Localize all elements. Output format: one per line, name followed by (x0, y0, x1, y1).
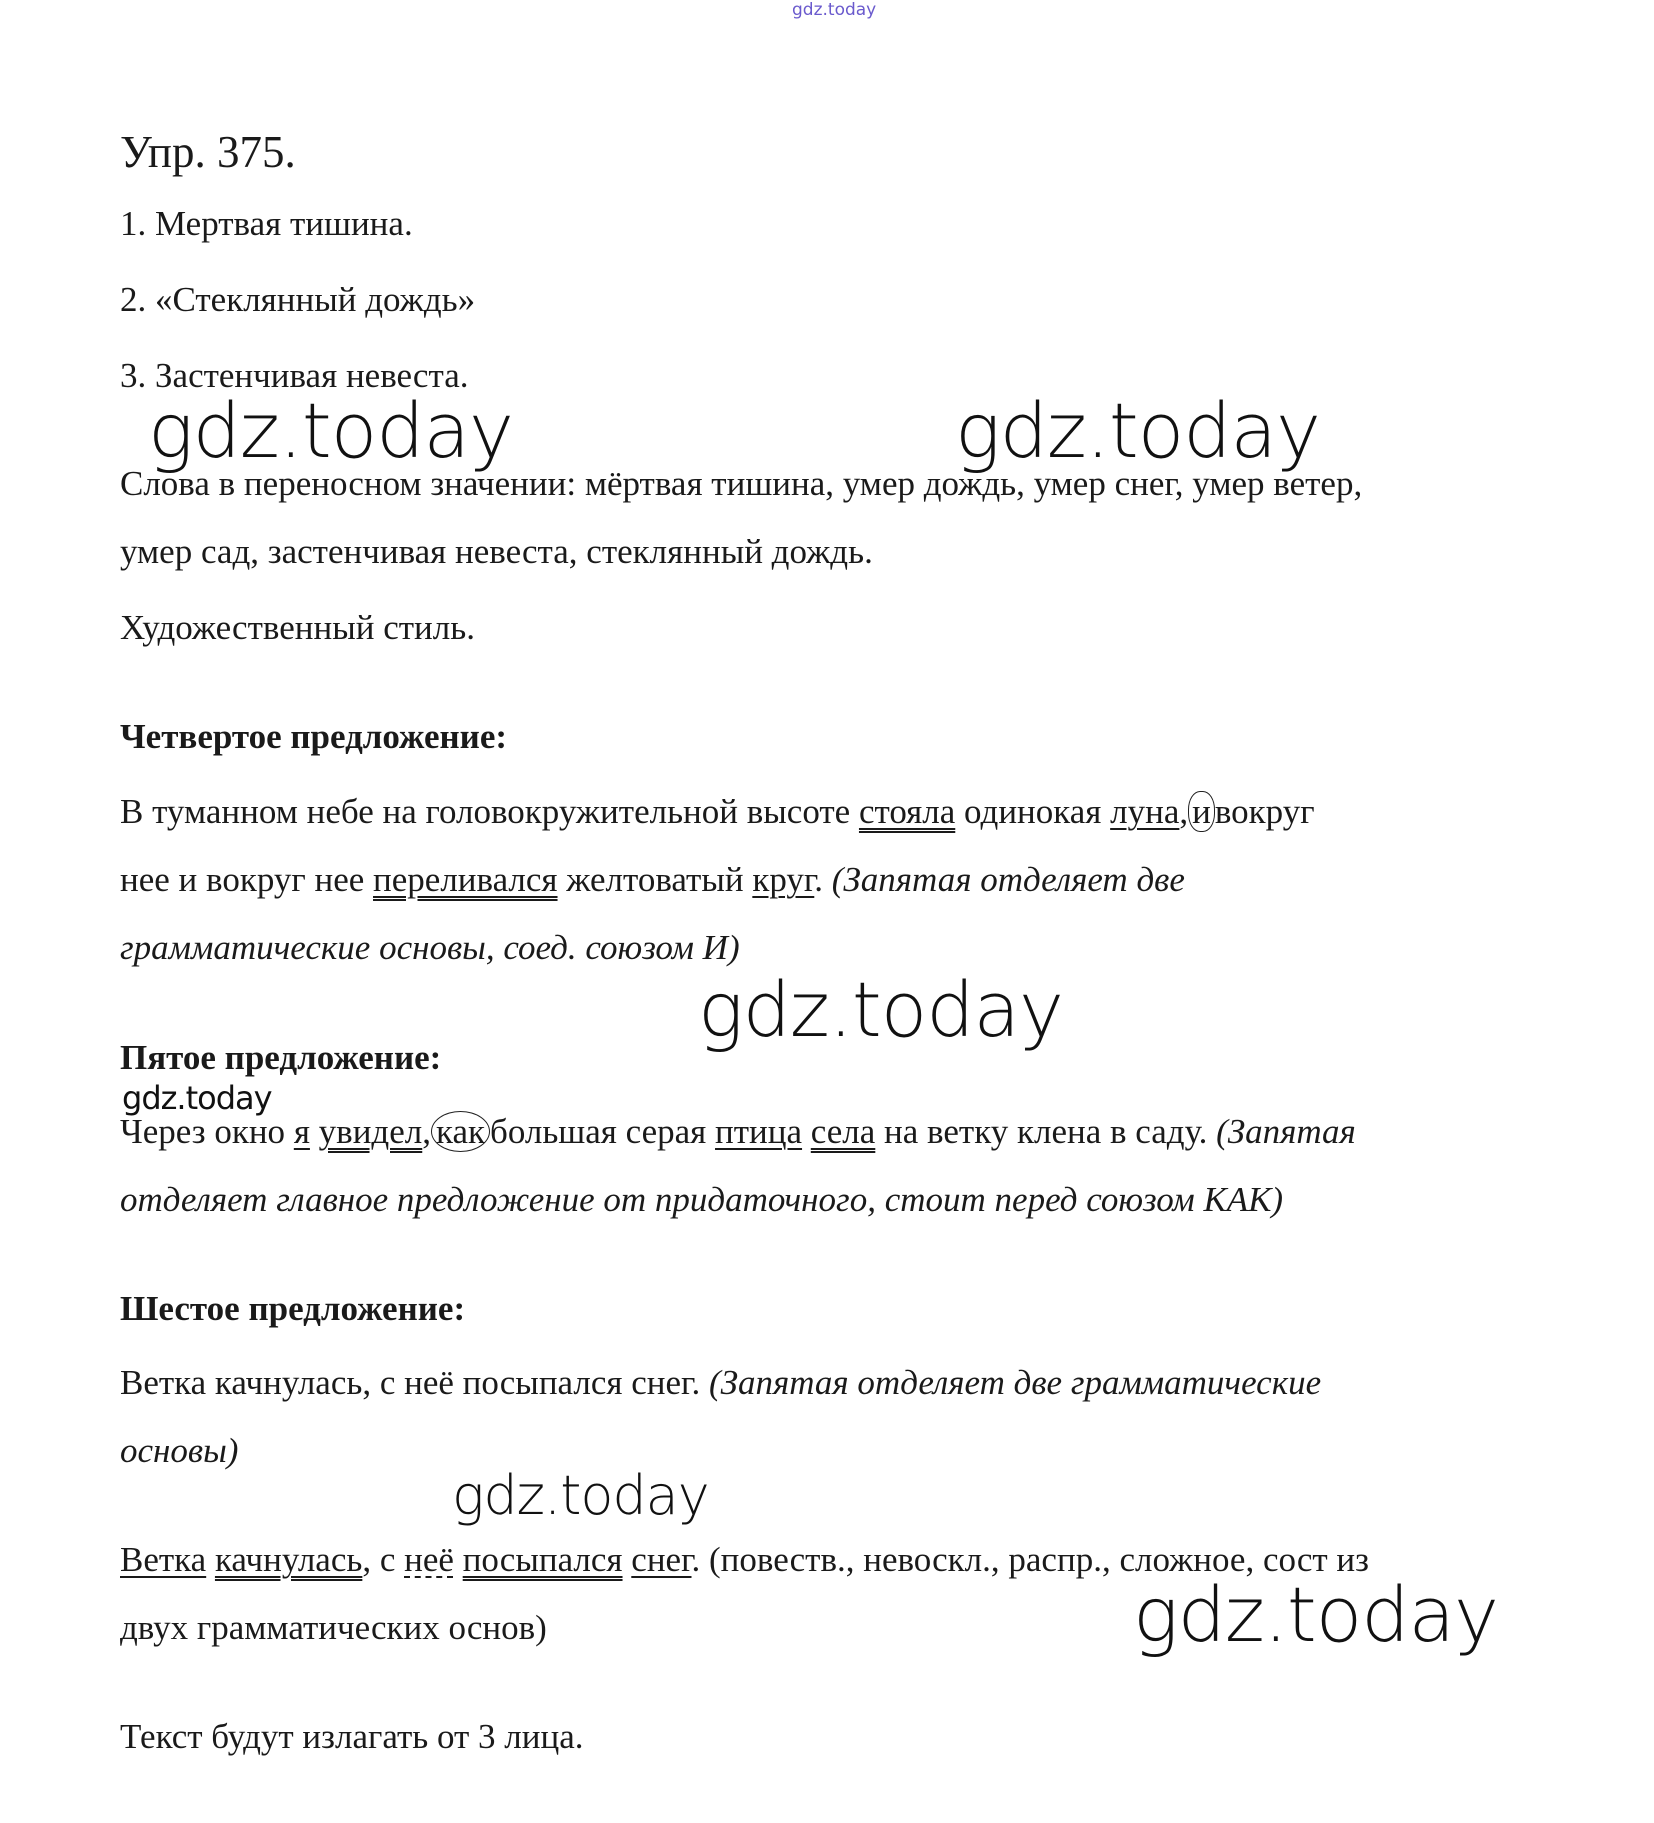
s4-text-5: желтоватый (557, 860, 753, 899)
title-option-1: 1. Мертвая тишина. (120, 204, 413, 243)
sentence4-comment-2: грамматические основы, соед. союзом И) (120, 928, 740, 967)
s4-text-2: одинокая (955, 792, 1111, 831)
watermark-4: gdz.today (122, 1079, 272, 1117)
s6-comment-1: (Запятая отделяет две грамматические (708, 1363, 1322, 1402)
s6-subject-1: Ветка (120, 1540, 207, 1579)
sentence6-comment-2: основы) (120, 1431, 239, 1470)
s5-comment-1: (Запятая (1216, 1112, 1356, 1151)
sentence6-analysis-line-2: двух грамматических основ) (120, 1608, 547, 1647)
s4-predicate-1: стояла (858, 792, 956, 831)
sentence6-line-1 (120, 1362, 1321, 1404)
s6-analysis-1: . (повеств., невоскл., распр., сложное, сост из (691, 1540, 1369, 1579)
s4-conjunction-circled: и (1188, 791, 1215, 832)
conclusion-text: Текст будут излагать от 3 лица. (120, 1717, 584, 1756)
s5-text-1: Через окно (120, 1112, 294, 1151)
figurative-line-2: умер сад, застенчивая невеста, стеклянный дождь. (120, 532, 873, 571)
s5-predicate-2: села (810, 1112, 876, 1151)
watermark-3: gdz.today (698, 965, 1063, 1054)
figurative-line-1: Слова в переносном значении: мёртвая тишина, умер дождь, умер снег, умер ветер, (120, 464, 1363, 503)
sentence5-line-1 (120, 1111, 1356, 1153)
s6-predicate-2: посыпался (462, 1540, 623, 1579)
s5-text-3: на ветку клена в саду. (875, 1112, 1217, 1151)
exercise-title: Упр. 375. (120, 127, 296, 177)
s5-subject-1: я (293, 1112, 310, 1151)
s6-text-1: , с (362, 1540, 405, 1579)
s5-comma: , (422, 1112, 431, 1151)
style-text: Художественный стиль. (120, 608, 475, 647)
watermark-6: gdz.today (1133, 1570, 1498, 1659)
s4-period: . (814, 860, 824, 899)
s5-predicate-1: увидел (318, 1112, 423, 1151)
s4-comment-1: (Запятая отделяет две (831, 860, 1185, 899)
s5-conjunction-circled: как (431, 1111, 490, 1152)
s6-predicate-1: качнулась (214, 1540, 363, 1579)
sentence4-line-2 (120, 859, 1185, 901)
s5-subject-2: птица (715, 1112, 803, 1151)
s4-subject-2: круг (752, 860, 815, 899)
s4-predicate-2: переливался (373, 860, 558, 899)
title-option-3: 3. Застенчивая невеста. (120, 356, 469, 395)
watermark-5: gdz.today (452, 1464, 709, 1527)
s4-text-3: вокруг (1214, 792, 1315, 831)
s6-subject-2: снег (631, 1540, 692, 1579)
sentence5-heading: Пятое предложение: (120, 1038, 442, 1077)
watermark-2: gdz.today (955, 386, 1320, 475)
sentence6-heading: Шестое предложение: (120, 1289, 466, 1328)
sentence5-comment-2: отделяет главное предложение от придаточного, стоит перед союзом КАК) (120, 1180, 1283, 1219)
sentence4-line-1 (120, 791, 1315, 833)
s4-text-1: В туманном небе на головокружительной высоте (120, 792, 859, 831)
watermark-top: gdz.today (792, 0, 877, 20)
s6-object: неё (404, 1540, 454, 1579)
sentence4-heading: Четвертое предложение: (120, 717, 508, 756)
watermark-1: gdz.today (148, 386, 513, 475)
s6-plain: Ветка качнулась, с неё посыпался снег. (120, 1363, 709, 1402)
s5-text-2: большая серая (490, 1112, 716, 1151)
s4-comma: , (1179, 792, 1189, 831)
title-option-2: 2. «Стеклянный дождь» (120, 280, 476, 319)
s4-subject-1: луна (1110, 792, 1180, 831)
s4-text-4: нее и вокруг нее (120, 860, 374, 899)
